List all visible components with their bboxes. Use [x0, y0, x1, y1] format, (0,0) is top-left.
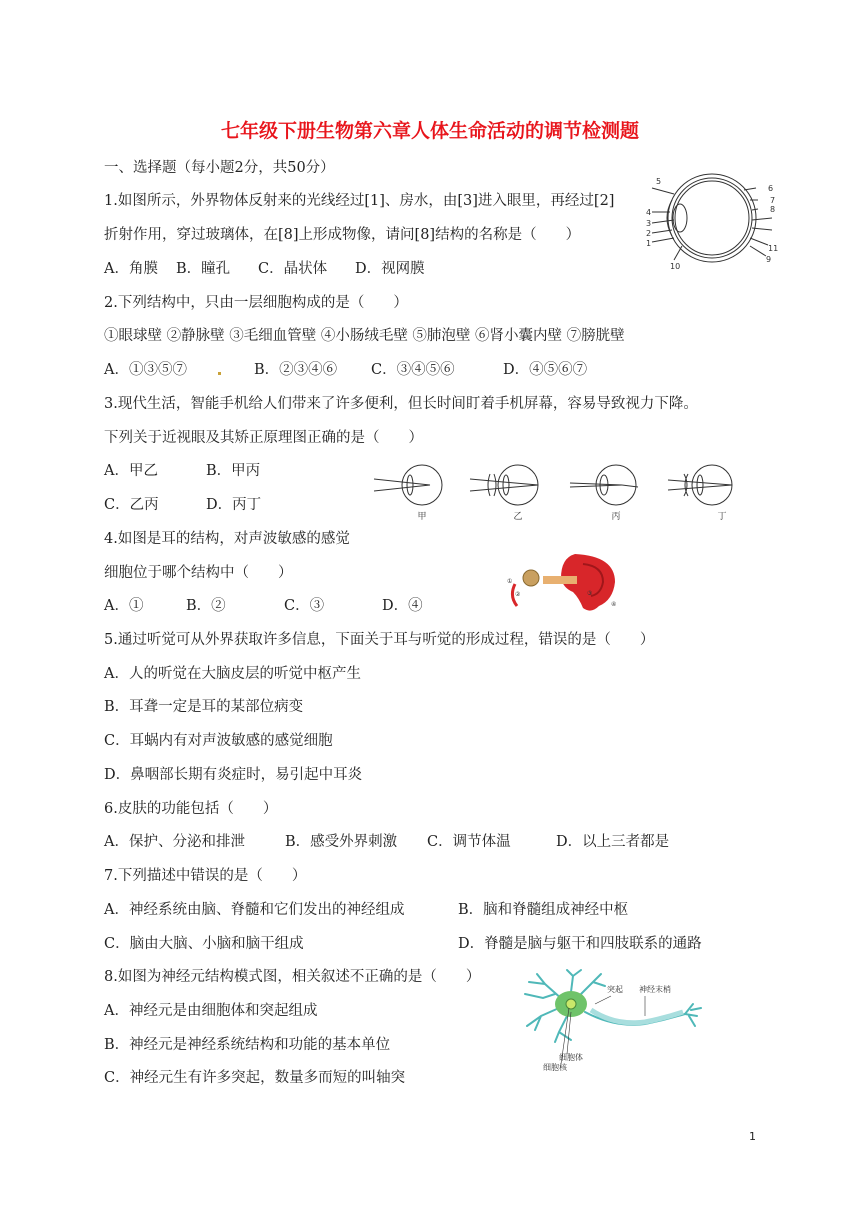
q3-option-d: D．丙丁 [206, 497, 262, 513]
q3-option-c: C．乙丙 [104, 497, 159, 513]
ear-label: ① [507, 578, 513, 585]
q1-option-b: B．瞳孔 [176, 261, 231, 277]
diagram-label: 丁 [717, 512, 727, 522]
q4-option-a: A．① [104, 598, 144, 614]
q4-stem-line2: 细胞位于哪个结构中（ ） [104, 565, 293, 581]
eye-label: 3 [646, 219, 652, 228]
diagram-label: 丙 [611, 512, 621, 522]
q2-stem: 2.下列结构中，只由一层细胞构成的是（ ） [104, 295, 408, 311]
eye-label: 6 [768, 184, 774, 193]
q3-stem-line1: 3.现代生活，智能手机给人们带来了许多便利，但长时间盯着手机屏幕，容易导致视力下降。 [104, 396, 698, 412]
q7-option-b: B．脑和脊髓组成神经中枢 [458, 902, 629, 918]
q5-option-a: A．人的听觉在大脑皮层的听觉中枢产生 [104, 666, 361, 682]
q7-stem: 7.下列描述中错误的是（ ） [104, 868, 307, 884]
section-heading: 一、选择题（每小题2分，共50分） [104, 160, 335, 176]
stray-mark [218, 372, 221, 375]
eye-label: 10 [670, 262, 681, 271]
q6-option-a: A．保护、分泌和排泄 [104, 834, 245, 850]
q3-option-b: B．甲丙 [206, 463, 261, 479]
q6-option-c: C．调节体温 [427, 834, 511, 850]
q3-option-a: A．甲乙 [104, 463, 158, 479]
eye-label: 8 [770, 205, 776, 214]
q5-option-d: D．鼻咽部长期有炎症时，易引起中耳炎 [104, 767, 363, 783]
myopia-diagram [370, 455, 755, 525]
eye-label: 1 [646, 239, 652, 248]
q1-stem-line1: 1.如图所示，外界物体反射来的光线经过[1]、房水，由[3]进入眼里，再经过[2] [104, 193, 615, 209]
q5-stem: 5.通过听觉可从外界获取许多信息，下面关于耳与听觉的形成过程，错误的是（ ） [104, 632, 655, 648]
ear-label: ④ [611, 601, 617, 608]
q8-stem: 8.如图为神经元结构模式图，相关叙述不正确的是（ ） [104, 969, 481, 985]
diagram-label: 甲 [417, 512, 427, 522]
eye-label: 9 [766, 255, 772, 264]
q2-option-d: D．④⑤⑥⑦ [503, 362, 588, 378]
neuron-label: 细胞体 [559, 1053, 583, 1062]
q5-option-c: C．耳蜗内有对声波敏感的感觉细胞 [104, 733, 333, 749]
q3-stem-line2: 下列关于近视眼及其矫正原理图正确的是（ ） [104, 430, 423, 446]
q1-option-a: A．角膜 [104, 261, 158, 277]
q7-option-a: A．神经系统由脑、脊髓和它们发出的神经组成 [104, 902, 405, 918]
q1-stem-line2: 折射作用，穿过玻璃体，在[8]上形成物像，请问[8]结构的名称是（ ） [104, 227, 581, 243]
eye-label: 2 [646, 229, 652, 238]
q4-option-c: C．③ [284, 598, 325, 614]
eye-label: 5 [656, 177, 662, 186]
q4-option-d: D．④ [382, 598, 423, 614]
eyeball-figure [644, 170, 794, 275]
q6-stem: 6.皮肤的功能包括（ ） [104, 801, 278, 817]
q7-option-d: D．脊髓是脑与躯干和四肢联系的通路 [458, 936, 702, 952]
ear-figure [503, 548, 621, 618]
ear-label: ② [515, 591, 521, 598]
q6-option-b: B．感受外界刺激 [285, 834, 398, 850]
q8-option-b: B．神经元是神经系统结构和功能的基本单位 [104, 1037, 391, 1053]
neuron-label: 突起 [607, 985, 623, 994]
q5-option-b: B．耳聋一定是耳的某部位病变 [104, 699, 304, 715]
q6-option-d: D．以上三者都是 [556, 834, 670, 850]
neuron-figure [515, 968, 725, 1074]
page-title: 七年级下册生物第六章人体生命活动的调节检测题 [220, 120, 639, 142]
q8-option-c: C．神经元生有许多突起，数量多而短的叫轴突 [104, 1070, 406, 1086]
neuron-label: 细胞核 [543, 1063, 567, 1072]
diagram-label: 乙 [513, 512, 523, 522]
q2-items: ①眼球壁 ②静脉壁 ③毛细血管壁 ④小肠绒毛壁 ⑤肺泡壁 ⑥肾小囊内壁 ⑦膀胱壁 [104, 328, 625, 344]
eye-label: 7 [770, 196, 776, 205]
q1-option-d: D．视网膜 [355, 261, 425, 277]
neuron-label: 神经末梢 [639, 985, 671, 994]
q2-option-a: A．①③⑤⑦ [104, 362, 187, 378]
q2-option-b: B．②③④⑥ [254, 362, 338, 378]
q4-stem-line1: 4.如图是耳的结构，对声波敏感的感觉 [104, 531, 350, 547]
ear-label: ③ [587, 590, 593, 597]
q8-option-a: A．神经元是由细胞体和突起组成 [104, 1003, 318, 1019]
eye-label: 4 [646, 208, 652, 217]
q4-option-b: B．② [186, 598, 226, 614]
page-number: 1 [749, 1130, 756, 1143]
q2-option-c: C．③④⑤⑥ [371, 362, 455, 378]
eye-label: 11 [768, 244, 779, 253]
q1-option-c: C．晶状体 [258, 261, 328, 277]
q7-option-c: C．脑由大脑、小脑和脑干组成 [104, 936, 304, 952]
